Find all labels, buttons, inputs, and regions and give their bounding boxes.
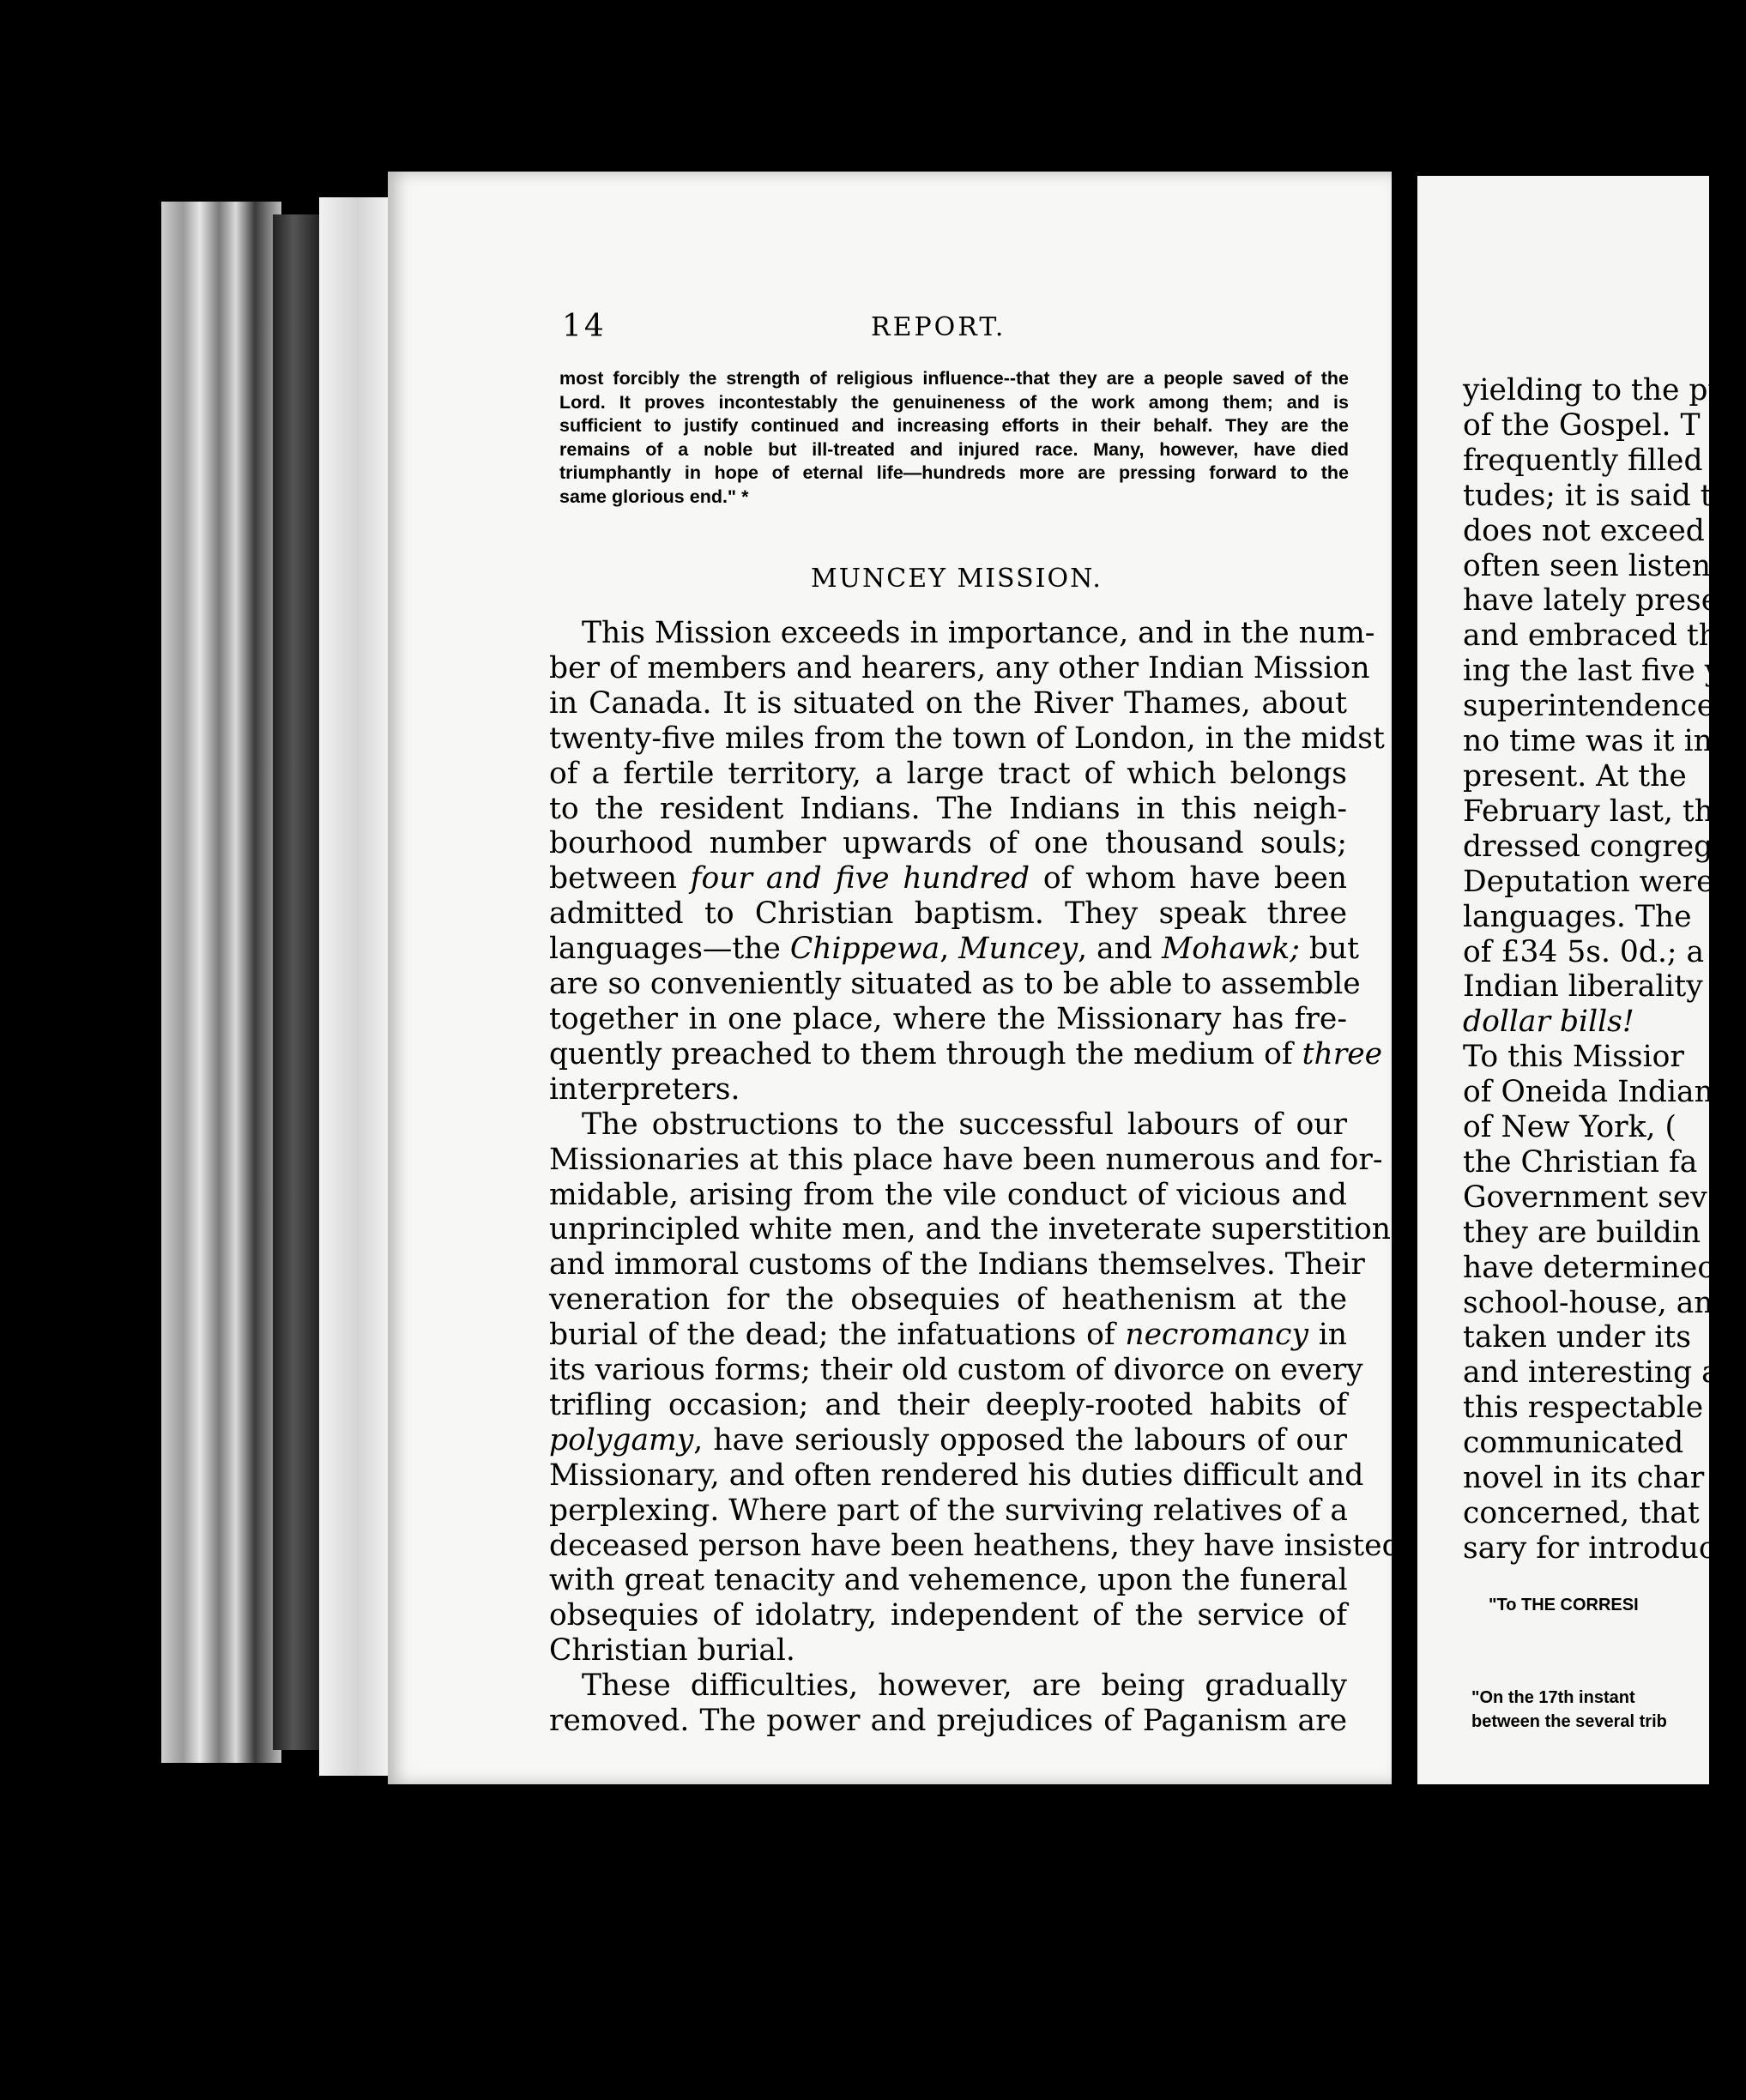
text-line: deceased person have been heathens, they have insisted, (549, 1528, 1411, 1563)
right-line: superintendence c (1463, 689, 1741, 724)
text-span: languages—the (549, 932, 790, 967)
text-span: in (1308, 1318, 1347, 1353)
text-line: midable, arising from the vile conduct of vicious and (549, 1177, 1347, 1212)
text-line: together in one place, where the Missionary has fre- (549, 1001, 1347, 1036)
quote-line: triumphantly in hope of eternal life—hundreds more are pressing forward to the (559, 462, 1349, 483)
text-span: but (1299, 932, 1360, 967)
text-span: , have seriously opposed the labours of our (693, 1422, 1347, 1457)
text-line (549, 1036, 1383, 1072)
text-line: obsequies of idolatry, independent of the service of (549, 1598, 1347, 1633)
right-line: concerned, that (1463, 1496, 1700, 1530)
quote-line: same glorious end." * (559, 486, 749, 507)
page-number: 14 (562, 309, 607, 344)
text-line: These difficulties, however, are being gradually (582, 1669, 1347, 1704)
book-edge-inner (319, 197, 396, 1776)
text-line: to the resident Indians. The Indians in this neigh- (549, 791, 1347, 826)
text-line: bourhood number upwards of one thousand souls; (549, 826, 1347, 861)
text-line: twenty-five miles from the town of London, in the midst (549, 721, 1385, 756)
right-line: does not exceed o (1463, 513, 1732, 548)
right-line: novel in its char (1463, 1461, 1705, 1496)
right-line: sary for introduc (1463, 1530, 1716, 1566)
text-line: with great tenacity and vehemence, upon the funeral (549, 1563, 1348, 1598)
section-title: MUNCEY MISSION. (811, 564, 1103, 594)
italic-span: polygamy (549, 1422, 694, 1457)
text-line: Missionary, and often rendered his duties difficult and (549, 1457, 1364, 1493)
text-span: , and (1078, 932, 1162, 967)
text-span: , (939, 932, 959, 967)
right-line: To this Missior (1463, 1040, 1684, 1075)
text-span: between (549, 861, 691, 896)
right-line: this respectable (1463, 1391, 1704, 1426)
quoted-passage (559, 367, 1349, 509)
right-line: communicated (1463, 1426, 1684, 1461)
right-line: Government sev (1463, 1180, 1707, 1215)
text-span: quently preached to them through the medium of (549, 1036, 1302, 1071)
right-line: and interesting a (1463, 1355, 1719, 1391)
right-line: of New York, ( (1463, 1110, 1677, 1145)
book-edge-outer (161, 202, 281, 1763)
right-line: tudes; it is said t (1463, 478, 1713, 513)
italic-span: three (1302, 1036, 1383, 1071)
text-line: admitted to Christian baptism. They speak three (549, 896, 1347, 932)
quote-line: remains of a noble but ill-treated and injured race. Many, however, have died (559, 438, 1349, 460)
text-line: This Mission exceeds in importance, and in the num- (582, 616, 1375, 650)
italic-span: Mohawk; (1161, 932, 1300, 967)
text-line: trifling occasion; and their deeply-rooted habits of (549, 1387, 1347, 1422)
right-line: and embraced the (1463, 619, 1736, 654)
right-line: the Christian fa (1463, 1144, 1698, 1180)
right-page-text (1463, 373, 1743, 1566)
italic-span: dollar bills! (1463, 1005, 1634, 1040)
right-line: Deputation were (1463, 864, 1714, 899)
right-line: ing the last five y (1463, 654, 1722, 689)
right-line: dressed congregat (1463, 829, 1743, 864)
right-page-small-text (1471, 1686, 1729, 1734)
text-line (549, 1423, 1347, 1458)
text-span: burial of the dead; the infatuations of (549, 1318, 1126, 1353)
text-line (549, 1318, 1347, 1353)
body-text (549, 616, 1411, 1739)
right-line: of Oneida Indian (1463, 1075, 1713, 1110)
text-line: perplexing. Where part of the surviving relatives of a (549, 1493, 1348, 1528)
text-line: interpreters. (549, 1071, 740, 1107)
text-line: removed. The power and prejudices of Paganism are (549, 1704, 1347, 1739)
text-line: The obstructions to the successful labours of our (582, 1107, 1347, 1142)
right-line (1463, 1005, 1737, 1040)
text-line: of a fertile territory, a large tract of which belongs (549, 756, 1347, 791)
italic-span: Chippewa (789, 932, 940, 967)
right-line: yielding to the pu (1463, 373, 1727, 407)
right-line: of the Gospel. T (1463, 407, 1701, 443)
right-line: February last, th (1463, 794, 1713, 829)
text-line: its various forms; their old custom of divorce on every (549, 1353, 1363, 1388)
text-line: in Canada. It is situated on the River Thames, about (549, 685, 1347, 721)
right-line: of £34 5s. 0d.; a (1463, 934, 1705, 969)
right-line: present. At the (1463, 758, 1687, 794)
right-line: frequently filled t (1463, 443, 1725, 478)
italic-span: Muncey (958, 932, 1078, 967)
right-line: no time was it in (1463, 724, 1713, 759)
right-small-line: between the several trib (1471, 1712, 1667, 1731)
italic-span: necromancy (1125, 1318, 1308, 1353)
text-line: Christian burial. (549, 1633, 795, 1669)
text-line: are so conveniently situated as to be able to assemble (549, 967, 1361, 1002)
right-line: taken under its (1463, 1320, 1691, 1355)
right-line: they are buildin (1463, 1215, 1701, 1250)
text-line: unprincipled white men, and the inveterate superstitions (549, 1212, 1406, 1247)
running-head-title: REPORT. (871, 312, 1006, 342)
text-line (549, 861, 1347, 896)
book-edge-shadow (273, 214, 324, 1750)
text-span: of whom have been (1030, 861, 1347, 896)
quote-line: sufficient to justify continued and increasing efforts in their behalf. They are the (559, 415, 1349, 436)
right-line: have determinec (1463, 1250, 1714, 1285)
right-line: have lately preser (1463, 583, 1733, 619)
right-small-line: "On the 17th instant (1471, 1688, 1635, 1707)
right-line: languages. The (1463, 899, 1692, 934)
text-line: and immoral customs of the Indians themselves. Their (549, 1247, 1365, 1282)
right-page-small-heading: "To THE CORRESI (1489, 1596, 1639, 1614)
quote-line: most forcibly the strength of religious influence--that they are a people saved of the (559, 368, 1349, 389)
text-line: ber of members and hearers, any other Indian Mission (549, 650, 1370, 685)
text-line (549, 932, 1360, 967)
quote-line: Lord. It proves incontestably the genuineness of the work among them; and is (559, 391, 1349, 413)
italic-span: four and five hundred (690, 861, 1030, 896)
right-line: often seen listeni (1463, 548, 1721, 583)
right-line: school-house, an (1463, 1285, 1713, 1320)
running-head (562, 309, 1334, 352)
text-line: veneration for the obsequies of heathenism at the (549, 1282, 1347, 1318)
right-line: Indian liberality (1463, 969, 1703, 1005)
text-line: Missionaries at this place have been numerous and for- (549, 1142, 1383, 1177)
